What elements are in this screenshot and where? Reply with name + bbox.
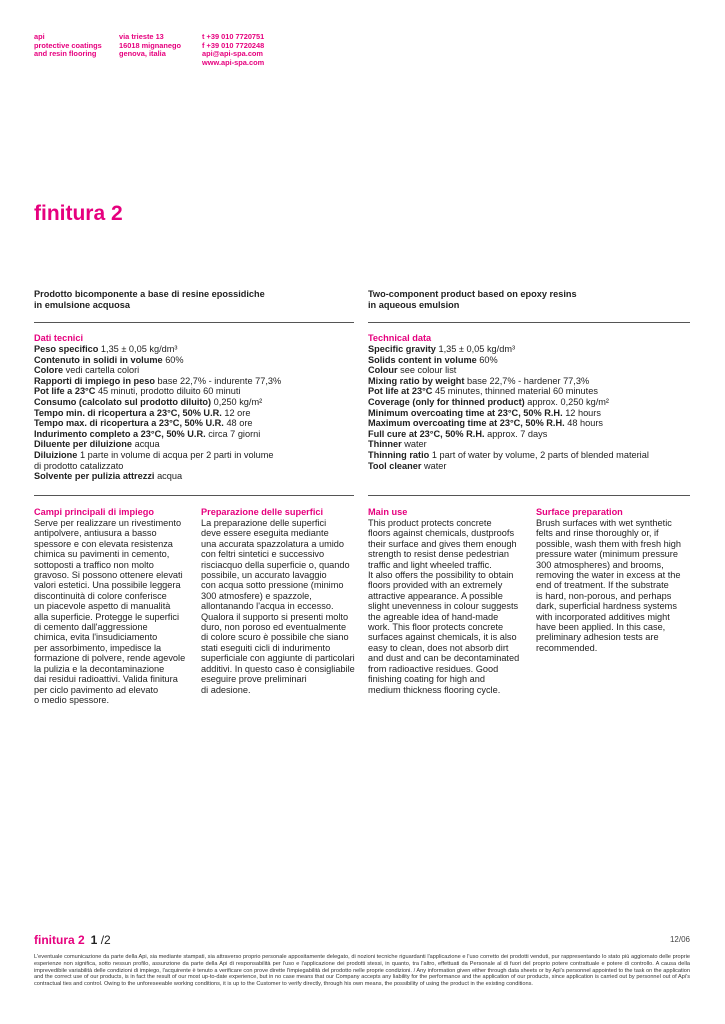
spec-row [368,376,688,387]
divider [34,322,354,323]
address-line: 16018 mignanego [119,40,182,50]
spec-label: Pot life at 23°C [368,386,433,397]
spec-label: Diluizione [34,449,78,460]
spec-row [368,365,688,376]
section-heading: Preparazione delle superfici [201,507,324,517]
spec-label: Consumo (calcolato sul prodotto diluito) [34,396,212,407]
spec-value: 60% [165,354,184,365]
surface-prep-en [536,507,691,653]
section-heading: Campi principali di impiego [34,507,154,517]
intro-line: in emulsione acquosa [34,300,130,310]
spec-value: base 22,7% - hardener 77,3% [467,375,590,386]
spec-row [34,355,354,366]
spec-value: vedi cartella colori [65,365,140,376]
spec-label: Thinner [368,439,402,450]
spec-label: Solvente per pulizia attrezzi [34,471,155,482]
spec-row [34,408,354,419]
section-heading: Main use [368,507,408,517]
divider [368,322,690,323]
spec-label: Indurimento completo a 23°C, 50% U.R. [34,428,206,439]
spec-label: Coverage (only for thinned product) [368,396,525,407]
spec-value: 12 ore [224,407,251,418]
section-heading: Technical data [368,333,432,343]
spec-row [368,344,688,355]
spec-value: di prodotto catalizzato [34,460,124,471]
surface-prep-it [201,507,356,695]
spec-value: 60% [479,354,498,365]
spec-label: Peso specifico [34,344,99,354]
spec-row [34,429,354,440]
main-use-it [34,507,189,705]
spec-label: Minimum overcoating time at 23°C, 50% R.H. [368,407,563,418]
page-title: finitura 2 [34,202,123,225]
website-link[interactable]: www.api-spa.com [202,57,265,67]
fax: f +39 010 7720248 [202,40,265,50]
spec-label: Specific gravity [368,344,436,354]
spec-row [34,397,354,408]
spec-row [34,365,354,376]
spec-label: Contenuto in solidi in volume [34,354,163,365]
intro-line: Two-component product based on epoxy resins [368,289,577,299]
spec-label: Solids content in volume [368,354,477,365]
spec-row [368,461,688,472]
spec-label: Full cure at 23°C, 50% R.H. [368,428,485,439]
spec-row [368,439,688,450]
address-block [119,33,181,59]
spec-label: Colour [368,365,398,376]
spec-label: Tempo min. di ricopertura a 23°C, 50% U.R. [34,407,222,418]
tech-data-it [34,333,354,482]
spec-value: acqua [157,471,183,482]
footer-product-name: finitura 2 [34,933,85,947]
section-heading: Surface preparation [536,507,623,517]
spec-value: base 22,7% - indurente 77,3% [157,375,282,386]
spec-row [34,439,354,450]
spec-row [368,408,688,419]
spec-value: acqua [134,439,160,450]
intro-it [34,289,354,311]
spec-value: water [424,460,447,471]
spec-label: Maximum overcoating time at 23°C, 50% R.H. [368,418,565,429]
spec-value: 45 minuti, prodotto diluito 60 minuti [97,386,241,397]
spec-value: water [404,439,427,450]
company-line: protective coatings [34,40,102,50]
spec-row [368,355,688,366]
section-heading: Dati tecnici [34,333,84,343]
company-block [34,33,102,59]
page-total: /2 [100,933,111,947]
company-line: api [34,32,45,41]
spec-row [368,450,688,461]
contacts-block [202,33,264,67]
section-body: La preparazione delle superfici deve essere eseguita mediante una accurata spazzolatura a umido con feltri sintetici e successivo risciacquo della superficie o, quando possibile, un accurato lavaggio con acqua sotto pressione (minimo 300 atmosfere) e spazzole, allontanando l'acqua in eccesso. Qualora il supporto si presenti molto duro, non poroso ed eventualmente di colore scuro è possibile che siano stati eseguiti cicli di indurimento superficiale con aggiunte di particolari additivi. In questo caso è consigliabile eseguire prove preliminari di adesione. [201,518,355,695]
spec-row [34,471,354,482]
spec-value: 45 minutes, thinned material 60 minutes [435,386,598,397]
spec-row [34,461,354,472]
main-use-en [368,507,523,695]
spec-row [368,418,688,429]
tech-data-en [368,333,688,471]
page-indicator [91,933,111,947]
footer-title [34,933,111,947]
spec-value: 12 hours [565,407,601,418]
intro-en [368,289,688,311]
spec-label: Thinning ratio [368,449,430,460]
spec-value: circa 7 giorni [208,428,261,439]
spec-label: Pot life a 23°C [34,386,96,397]
spec-value: 1,35 ± 0,05 kg/dm³ [100,344,178,354]
spec-label: Rapporti di impiego in peso [34,375,155,386]
spec-label: Mixing ratio by weight [368,375,465,386]
spec-value: approx. 0,250 kg/m² [527,396,609,407]
legal-disclaimer: L'eventuale comunicazione da parte della Api, sia mediante stampati, sia attraverso proprio personale appositamente delegato, di nozioni tecniche riguardanti l'applicazione e l'uso corretto dei prodotti venduti, pur rappresentando lo stato più aggiornato delle proprie esperienze non significa, sotto nessun profilo, assunzione da parte della Api di responsabilità per l'uso e l'applicazione dei prodotti stessi, in quanto, tra l'altro, effettuati da Personale al di fuori del proprio potere contrattuale e potere di controllo. A causa della imprevedibile variabilità delle condizioni di impiego, l'acquirente è tenuto a verificare con prove dirette l'impiegabilità del prodotto nelle proprie condizioni. / Any information given either through data sheets or by Api's personnel appointed to the task on the application and the correct use of our products, is in fact the result of our most up-to-date experience, but in no case means that our Company accepts any liability for the performance and the application of our products, since application is carried out by personnel out of Api's contractual ties and control. Owing to the unforeseeable working conditions, it is up to the Customer to verify directly, through his own means, the possibility of using the product in the existing conditions. [34,954,690,988]
phone: t +39 010 7720751 [202,32,265,41]
intro-line: in aqueous emulsion [368,300,460,310]
spec-row [368,386,688,397]
spec-row [34,376,354,387]
company-line: and resin flooring [34,49,97,59]
spec-value: 1 parte in volume di acqua per 2 parti in volume [79,449,274,460]
section-body: This product protects concrete floors against chemicals, dustproofs their surface and gives them enough strength to resist dense pedestrian traffic and light wheeled traffic. It also offers the possibility to obtain floors provided with an extremely attractive appearance. A possible slight unevenness in colour suggests the agreable idea of hand-made work. This floor protects concrete surfaces against chemicals, it is also easy to clean, does not absorb dirt and dust and can be decontaminated from radioactive residues. Good finishing coating for high and medium thickness flooring cycle. [368,518,520,695]
email-link[interactable]: api@api-spa.com [202,49,264,59]
spec-row [34,344,354,355]
spec-label: Colore [34,365,64,376]
divider [34,495,354,496]
spec-row [34,418,354,429]
spec-label: Tempo max. di ricopertura a 23°C, 50% U.R. [34,418,224,429]
spec-value: 48 hours [567,418,603,429]
section-body: Brush surfaces with wet synthetic felts and rinse thoroughly or, if possible, wash them with fresh high pressure water (minimum pressure 300 atmospheres) and brooms, removing the water in excess at the end of treatment. If the substrate is hard, non-porous, and perhaps dark, superficial hardness systems with incorporated additives might have been applied. In this case, preliminary adhesion tests are recommended. [536,518,682,653]
address-line: genova, italia [119,49,166,59]
divider [368,495,690,496]
revision-date: 12/06 [669,935,690,944]
section-body: Serve per realizzare un rivestimento antipolvere, antiusura a basso spessore e con elevata resistenza chimica su pavimenti in cemento, sottoposti a traffico non molto gravoso. Si possono ottenere elevati valori estetici. Una possibile leggera discontinuità di colore conferisce un piacevole aspetto di manualità alla superficie. Protegge le superfici di cemento dall'aggressione chimica, evita l'insudiciamento per assorbimento, impedisce la formazione di polvere, rende agevole la pulizia e la decontaminazione dai residui radioattivi. Valida finitura per ciclo pavimento ad elevato o medio spessore. [34,518,186,705]
address-line: via trieste 13 [119,32,164,41]
page-number: 1 [90,933,98,947]
spec-value: see colour list [400,365,457,376]
spec-value: 1,35 ± 0,05 kg/dm³ [438,344,516,354]
spec-label: Tool cleaner [368,460,422,471]
spec-row [34,450,354,461]
spec-value: approx. 7 days [487,428,548,439]
spec-value: 0,250 kg/m² [213,396,263,407]
spec-value: 1 part of water by volume, 2 parts of blended material [431,449,649,460]
spec-value: 48 ore [226,418,253,429]
intro-line: Prodotto bicomponente a base di resine epossidiche [34,289,265,299]
spec-row [368,397,688,408]
spec-row [368,429,688,440]
spec-label: Diluente per diluizione [34,439,133,450]
spec-row [34,386,354,397]
